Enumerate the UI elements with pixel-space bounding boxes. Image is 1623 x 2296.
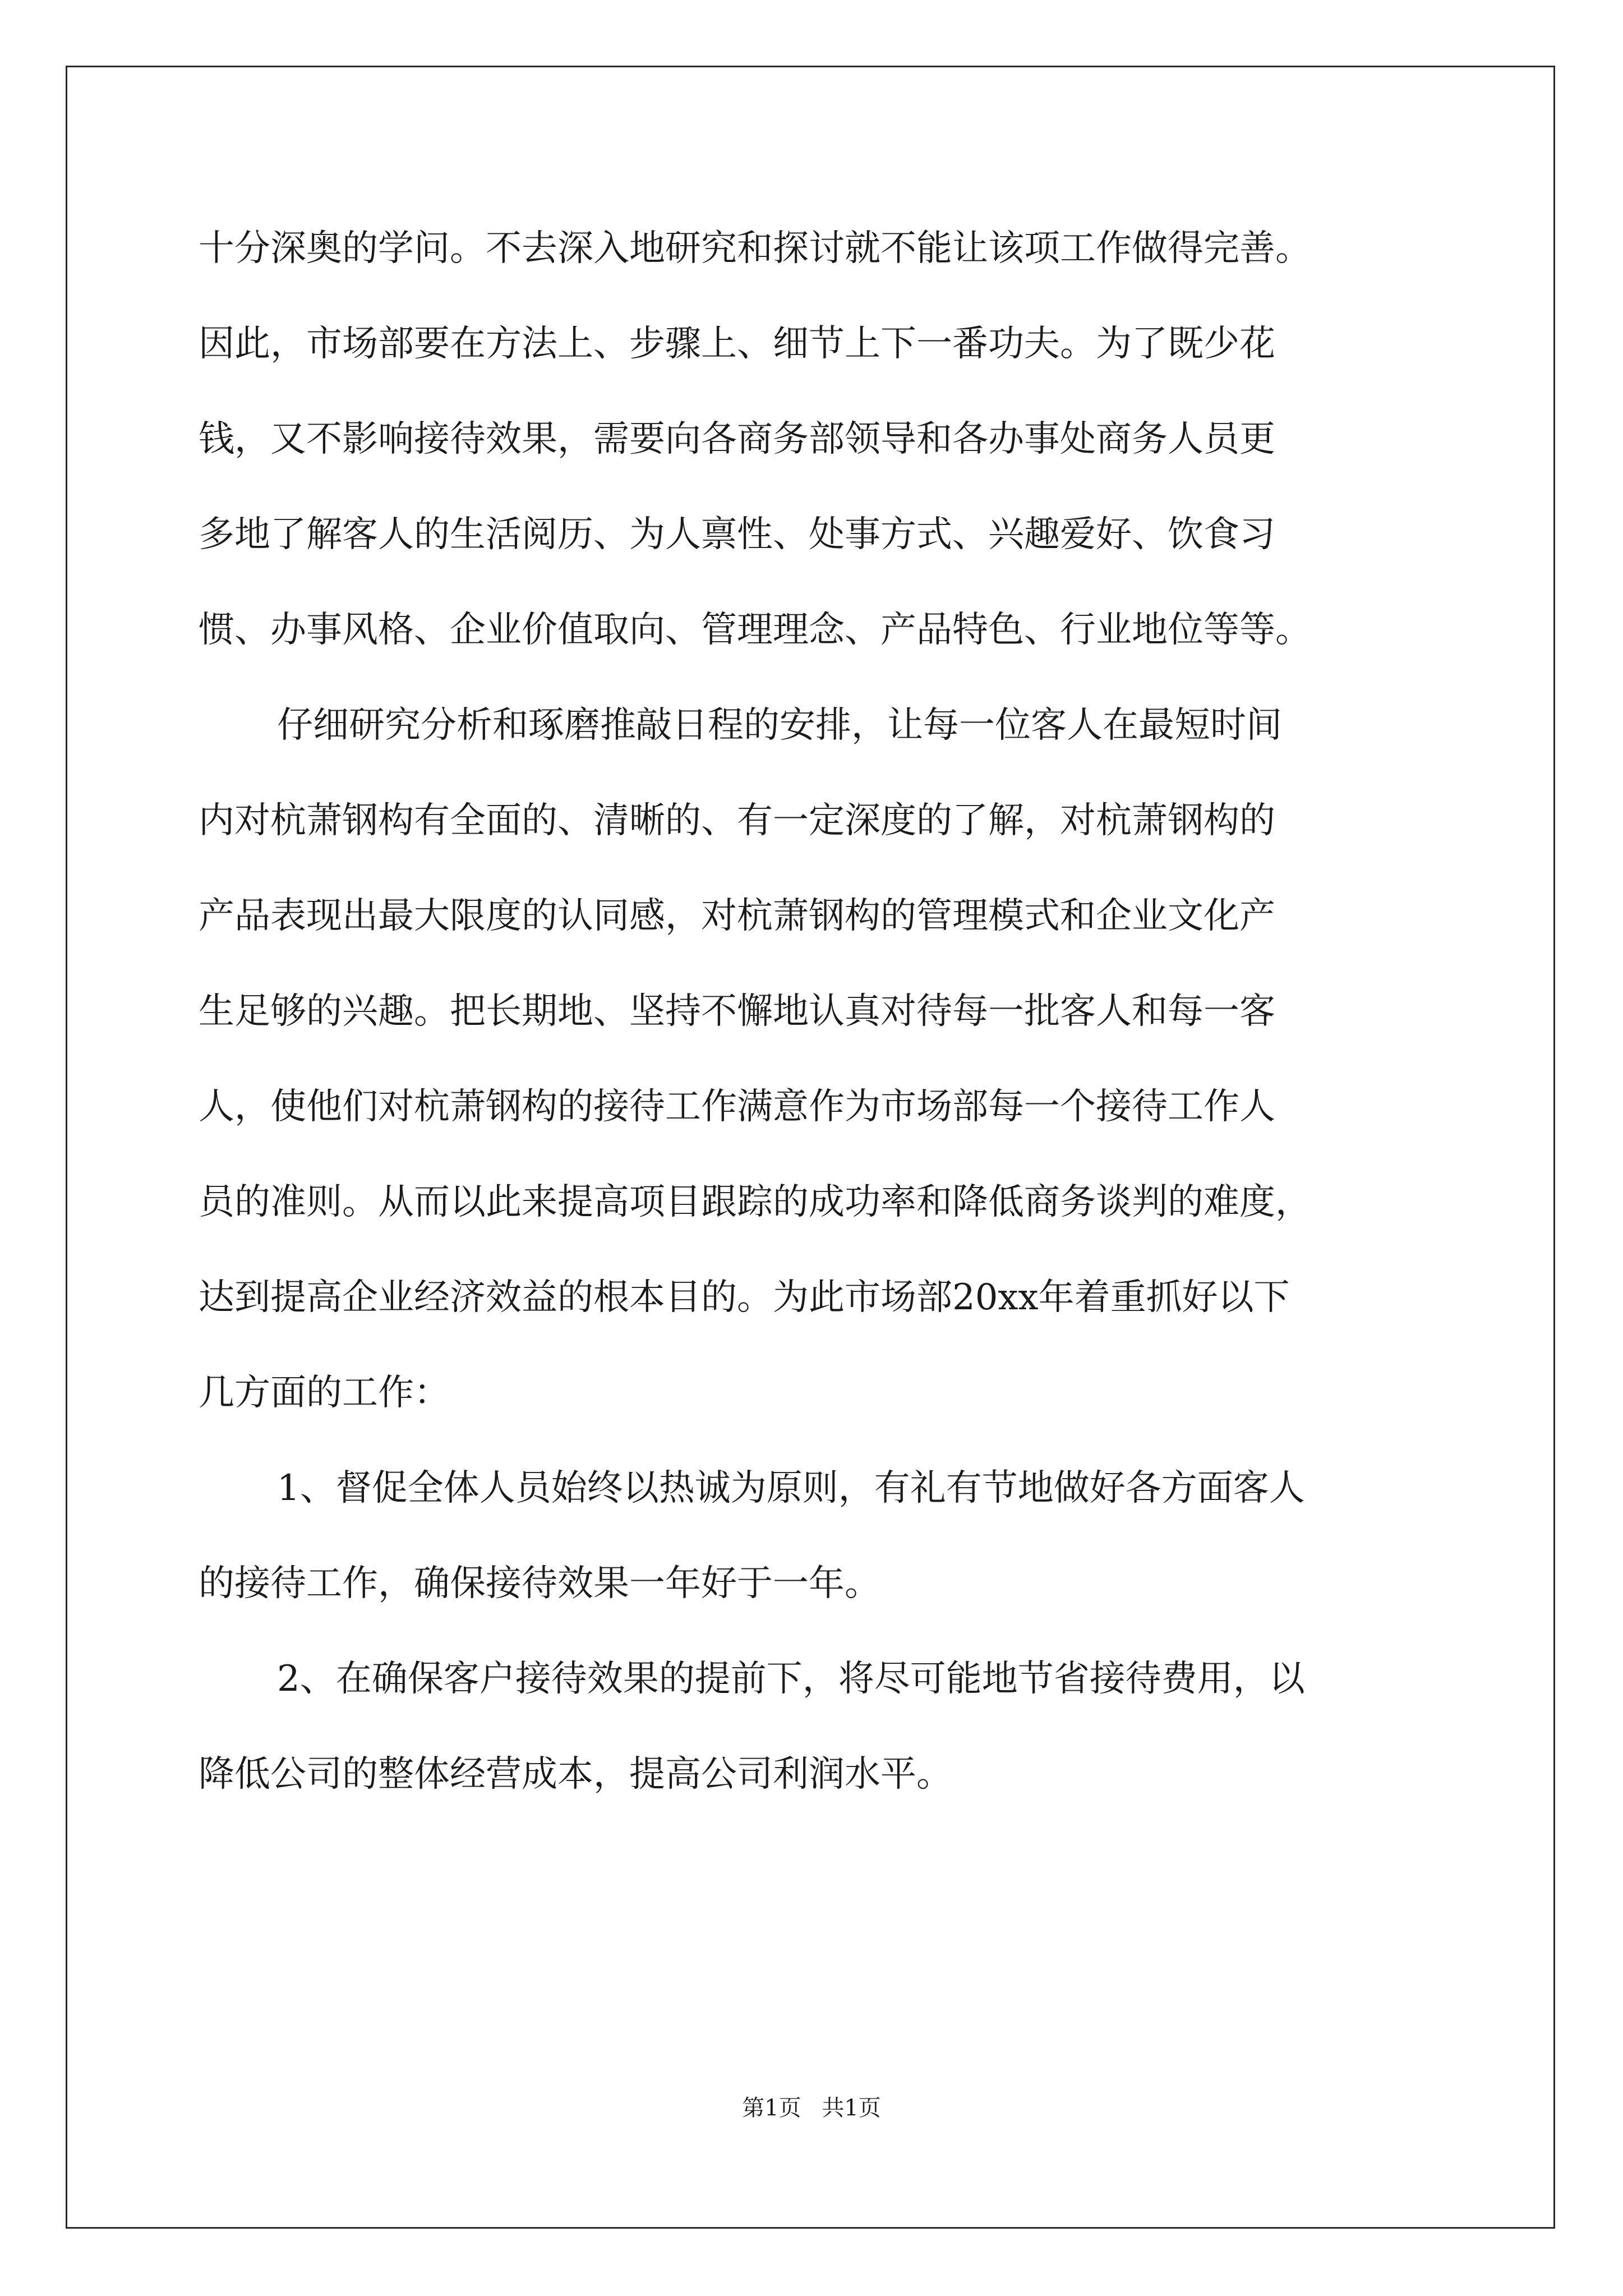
text-line: 2、在确保客户接待效果的提前下，将尽可能地节省接待费用，以: [277, 1658, 1305, 1700]
text-line: 员的准则。从而以此来提高项目跟踪的成功率和降低商务谈判的难度，: [199, 1181, 1311, 1223]
page-total: 共1页: [822, 2095, 881, 2121]
text-line: 钱，又不影响接待效果，需要向各商务部领导和各办事处商务人员更: [199, 418, 1275, 460]
page-number: 第1页: [742, 2095, 801, 2121]
text-line: 几方面的工作：: [199, 1372, 450, 1414]
text-line: 1、督促全体人员始终以热诚为原则，有礼有节地做好各方面客人: [277, 1467, 1305, 1509]
text-line: 因此，市场部要在方法上、步骤上、细节上下一番功夫。为了既少花: [199, 323, 1275, 365]
text-line: 的接待工作，确保接待效果一年好于一年。: [199, 1563, 880, 1604]
text-line: 内对杭萧钢构有全面的、清晰的、有一定深度的了解，对杭萧钢构的: [199, 800, 1275, 841]
text-line: 产品表现出最大限度的认同感，对杭萧钢构的管理模式和企业文化产: [199, 895, 1275, 937]
text-line: 生足够的兴趣。把长期地、坚持不懈地认真对待每一批客人和每一客: [199, 991, 1275, 1032]
text-line: 多地了解客人的生活阅历、为人禀性、处事方式、兴趣爱好、饮食习: [199, 514, 1275, 555]
page-footer: [0, 2094, 1623, 2122]
text-line: 十分深奥的学问。不去深入地研究和探讨就不能让该项工作做得完善。: [199, 228, 1311, 269]
text-line: 惯、办事风格、企业价值取向、管理理念、产品特色、行业地位等等。: [199, 609, 1311, 651]
page-border: [66, 66, 1555, 2229]
text-line: 降低公司的整体经营成本，提高公司利润水平。: [199, 1754, 952, 1795]
text-line: 仔细研究分析和琢磨推敲日程的安排，让每一位客人在最短时间: [277, 705, 1282, 746]
text-line: 人，使他们对杭萧钢构的接待工作满意作为市场部每一个接待工作人: [199, 1086, 1275, 1128]
text-line: 达到提高企业经济效益的根本目的。为此市场部20xx年着重抓好以下: [199, 1277, 1290, 1318]
